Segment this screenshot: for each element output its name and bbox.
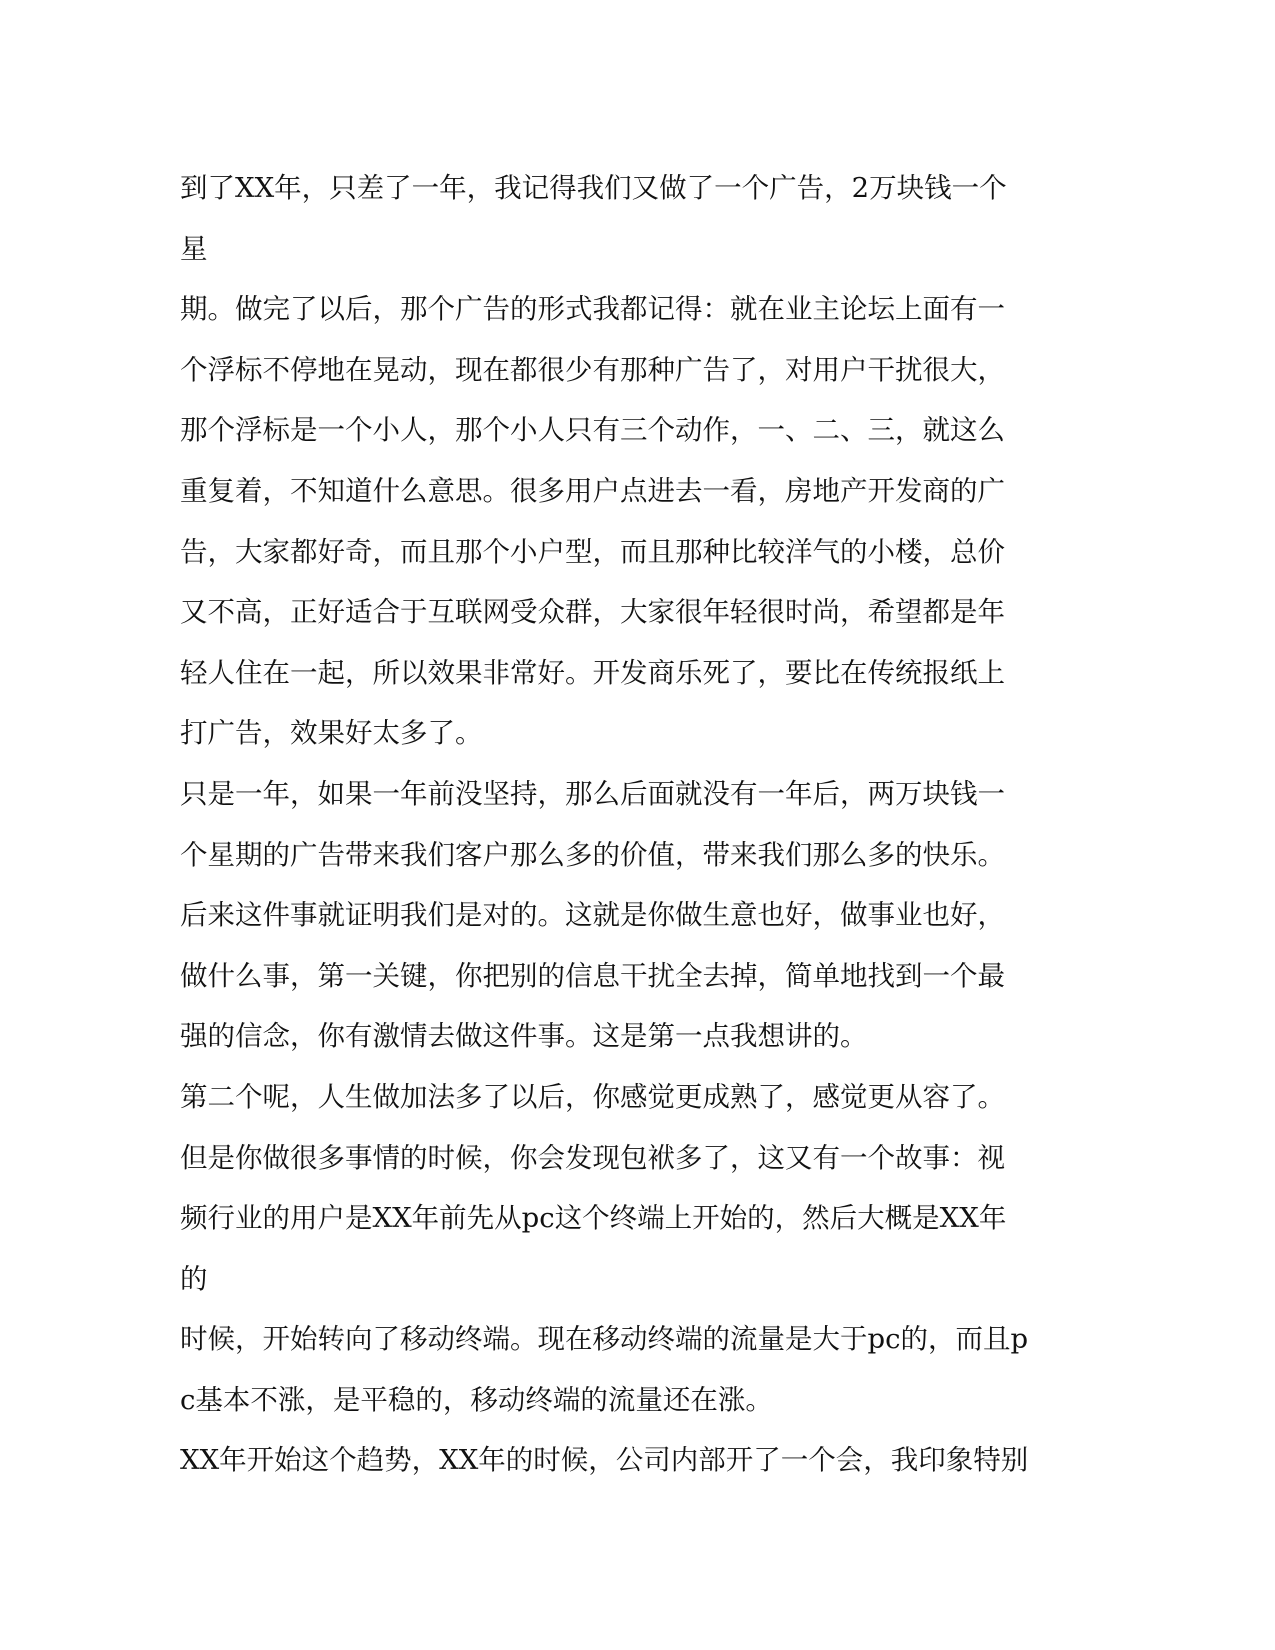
paragraph-3: 第二个呢，人生做加法多了以后，你感觉更成熟了，感觉更从容了。 但是你做很多事情的时候，你会发现包袱多了，这又有一个故事：视 频行业的用户是XX年前先从pc这个终端上开始的，然后大概是XX年的 时候，开始转向了移动终端。现在移动终端的流量是大于pc的，而且p c基本不涨，是平稳的，移动终端的流量还在涨。 bbox=[180, 1080, 1029, 1416]
paragraph-1: 到了XX年，只差了一年，我记得我们又做了一个广告，2万块钱一个星 期。做完了以后，那个广告的形式我都记得：就在业主论坛上面有一 个浮标不停地在晃动，现在都很少有那种广告了，对用户干扰很大， 那个浮标是一个小人，那个小人只有三个动作，一、二、三，就这么 重复着，不知道什么意思。很多用户点进去一看，房地产开发商的广 告，大家都好奇，而且那个小户型，而且那种比较洋气的小楼，总价 又不高，正好适合于互联网受众群，大家很年轻很时尚，希望都是年 轻人住在一起，所以效果非常好。开发商乐死了，要比在传统报纸上 打广告，效果好太多了。 bbox=[180, 172, 1007, 750]
document-body bbox=[180, 158, 1030, 1491]
paragraph-2: 只是一年，如果一年前没坚持，那么后面就没有一年后，两万块钱一 个星期的广告带来我们客户那么多的价值，带来我们那么多的快乐。 后来这件事就证明我们是对的。这就是你做生意也好，做事业也好， 做什么事，第一关键，你把别的信息干扰全去掉，简单地找到一个最 强的信念，你有激情去做这件事。这是第一点我想讲的。 bbox=[180, 777, 1005, 1053]
paragraph-4: XX年开始这个趋势，XX年的时候，公司内部开了一个会，我印象特别 bbox=[180, 1444, 1029, 1477]
